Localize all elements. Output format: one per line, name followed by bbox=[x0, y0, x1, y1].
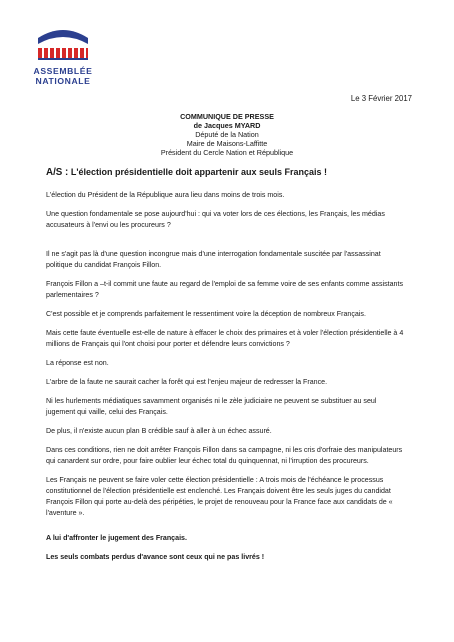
paragraph: Une question fondamentale se pose aujourd'hui : qui va voter lors de ces élections, les Français, les médias accusateurs à l'envi ou les procureurs ? bbox=[46, 210, 385, 229]
paragraph: Dans ces conditions, rien ne doit arrêter François Fillon dans sa campagne, ni les cris d'orfraie des manipulateurs qui canardent sur ordre, pour faire oublier leur échec total du quinquennat, ni l'irruption des procureurs. bbox=[46, 446, 403, 466]
paragraph: C'est possible et je comprends parfaitement le ressentiment voire la déception de nombreux Français. bbox=[46, 309, 366, 318]
document-date: Le 3 Février 2017 bbox=[350, 94, 412, 103]
hemicycle-icon bbox=[30, 24, 96, 64]
press-release-author: de Jacques MYARD bbox=[193, 121, 261, 130]
paragraph: Les Français ne peuvent se faire voler cette élection présidentielle : A trois mois de l'échéance le processus constitutionnel de l'élection présidentielle est enclenché. Les Français doivent être les seuls juges du candidat François Fillon qui porte au-delà des péripéties, le projet de renouveau pour la France face aux candidats de « l'aventure ». bbox=[46, 476, 393, 517]
author-role-2: Maire de Maisons-Laffitte bbox=[186, 139, 268, 148]
paragraph: Ni les hurlements médiatiques savamment organisés ni le zèle judiciaire ne peuvent se substituer au seul jugement qui vaille, celui des Français. bbox=[46, 397, 377, 417]
press-release-header bbox=[0, 112, 454, 157]
assemblee-nationale-logo bbox=[30, 24, 96, 86]
subject-text: L'élection présidentielle doit appartenir aux seuls Français ! bbox=[70, 167, 328, 177]
author-role-1: Député de la Nation bbox=[195, 130, 259, 139]
subject-line bbox=[46, 167, 327, 178]
logo-line1: ASSEMBLÉE bbox=[33, 66, 93, 76]
paragraph: La réponse est non. bbox=[46, 358, 109, 367]
paragraph: Il ne s'agit pas là d'une question incongrue mais d'une interrogation fondamentale suscitée par l'assassinat politique du candidat François Fillon. bbox=[46, 249, 381, 269]
press-release-body bbox=[46, 190, 406, 571]
paragraph: De plus, il n'existe aucun plan B crédible sauf à aller à un échec assuré. bbox=[46, 427, 272, 436]
paragraph: François Fillon a –t-il commit une faute au regard de l'emploi de sa femme voire de ses enfants comme assistants parlementaires ? bbox=[46, 279, 403, 299]
press-release-title: COMMUNIQUE DE PRESSE bbox=[180, 112, 274, 121]
paragraph: L'élection du Président de la République aura lieu dans moins de trois mois. bbox=[46, 191, 285, 199]
closing-line: Les seuls combats perdus d'avance sont ceux qui ne pas livrés ! bbox=[46, 552, 265, 561]
author-role-3: Président du Cercle Nation et République bbox=[160, 148, 294, 157]
paragraph: Mais cette faute éventuelle est-elle de nature à effacer le choix des primaires et à voler l'élection présidentielle à 4 millions de Français qui l'ont choisi pour porter et défendre leurs convictions ? bbox=[46, 328, 404, 348]
subject-prefix: A/S : bbox=[46, 167, 69, 178]
logo-line2: NATIONALE bbox=[35, 76, 91, 86]
closing-line: A lui d'affronter le jugement des Français. bbox=[46, 533, 187, 542]
paragraph: L'arbre de la faute ne saurait cacher la forêt qui est l'enjeu majeur de redresser la France. bbox=[46, 378, 328, 387]
